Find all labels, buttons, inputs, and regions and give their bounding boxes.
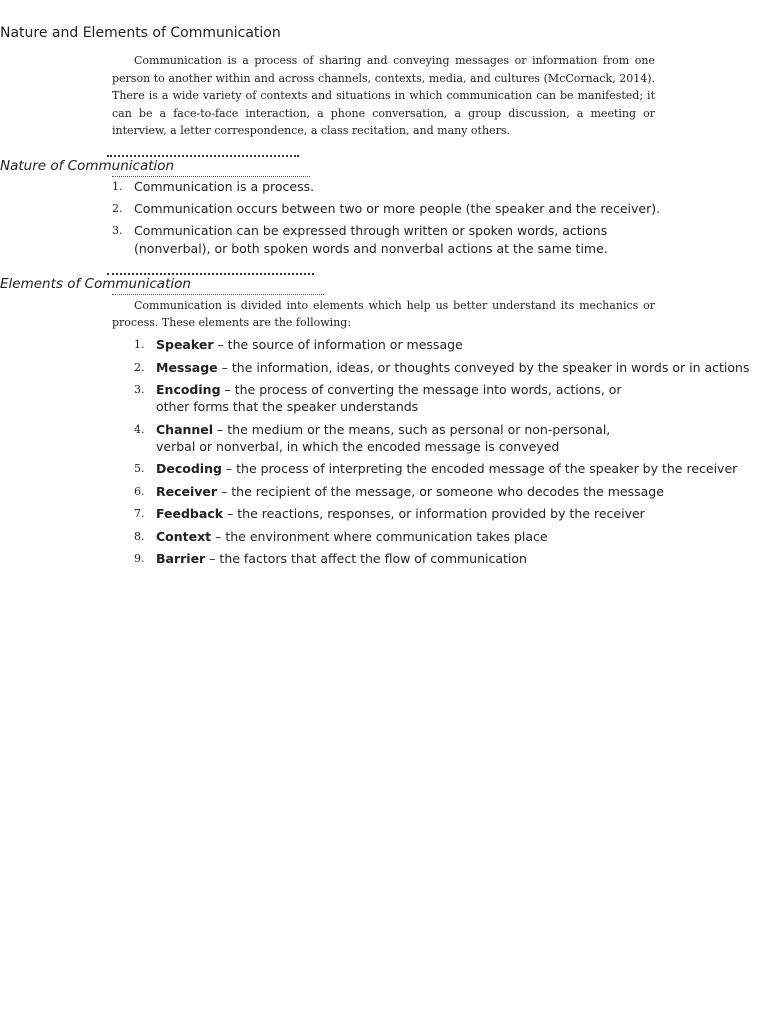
element-definition: – the reactions, responses, or information provided by the receiver (223, 506, 645, 521)
element-definition-continued: verbal or nonverbal, in which the encoded message is conveyed (156, 438, 560, 454)
list-item (134, 336, 764, 353)
heading-dotted-rule-bottom (112, 176, 310, 177)
list-item-number: 2. (112, 202, 123, 215)
list-item-number: 8. (134, 529, 145, 543)
element-term: Encoding (156, 382, 221, 397)
list-item-text: Communication occurs between two or more people (the speaker and the receiver). (134, 201, 661, 216)
list-item (112, 222, 614, 258)
element-definition: – the medium or the means, such as personal or non-personal, (213, 421, 611, 437)
element-definition: – the process of interpreting the encoded message of the speaker by the receiver (221, 461, 738, 476)
element-term: Channel (156, 421, 214, 437)
list-item-text: Communication is a process. (134, 179, 315, 194)
list-item (112, 200, 712, 218)
element-term: Decoding (156, 461, 222, 476)
element-term: Barrier (156, 551, 206, 566)
intro-paragraph: Communication is a process of sharing and conveying messages or information from one person to another within and across channels, contexts, media, and cultures (McCornack, 2014). There is a wide variety of contexts and situations in which communication can be manifested; it can be a face-to-face interaction, a phone conversation, a group discussion, a meeting or interview, a letter correspondence, a class recitation, and many others. (112, 54, 655, 138)
list-item-number: 9. (134, 552, 145, 565)
elements-intro-paragraph: Communication is divided into elements which help us better understand its mechanics or process. These elements are the following: (112, 299, 655, 330)
list-item (134, 483, 764, 500)
element-definition: – the process of converting the message into words, actions, or (220, 382, 622, 397)
heading-dotted-rule-top (107, 273, 314, 275)
list-item-text: Communication can be expressed through written or spoken words, actions (nonverbal), or both spoken words and nonverbal actions at the same time. (134, 223, 608, 256)
list-item-number: 3. (112, 224, 123, 237)
list-item (112, 178, 712, 196)
list-item (134, 359, 764, 376)
element-definition: – the environment where communication takes place (211, 528, 548, 544)
heading-dotted-rule-top (107, 155, 299, 157)
element-term: Speaker (156, 337, 214, 352)
list-item-number: 1. (112, 180, 123, 193)
list-item (134, 381, 764, 415)
list-item-number: 3. (134, 383, 145, 396)
element-definition-continued: other forms that the speaker understands (156, 399, 419, 414)
element-definition: – the information, ideas, or thoughts conveyed by the speaker in words or in actions (217, 359, 750, 375)
list-item-number: 5. (134, 462, 145, 475)
element-term: Feedback (156, 506, 224, 521)
list-item (134, 421, 764, 455)
section-heading-nature: Nature of Communication (0, 158, 175, 174)
element-definition: – the factors that affect the flow of communication (205, 551, 527, 566)
nature-list (112, 178, 712, 262)
list-item (134, 528, 764, 545)
element-term: Context (156, 528, 212, 544)
list-item (134, 550, 764, 567)
heading-dotted-rule-bottom (112, 294, 324, 295)
list-item-number: 4. (134, 422, 145, 436)
element-term: Message (156, 359, 218, 375)
list-item-number: 1. (134, 338, 145, 351)
list-item-number: 6. (134, 484, 145, 498)
page-title: Nature and Elements of Communication (0, 25, 281, 41)
section-heading-elements: Elements of Communication (0, 276, 191, 292)
list-item (134, 505, 764, 522)
list-item-number: 2. (134, 360, 145, 374)
list-item (134, 460, 764, 477)
element-term: Receiver (156, 483, 218, 499)
list-item-number: 7. (134, 507, 145, 520)
element-definition: – the source of information or message (213, 337, 463, 352)
element-definition: – the recipient of the message, or someone who decodes the message (217, 483, 664, 499)
elements-list (134, 336, 764, 573)
